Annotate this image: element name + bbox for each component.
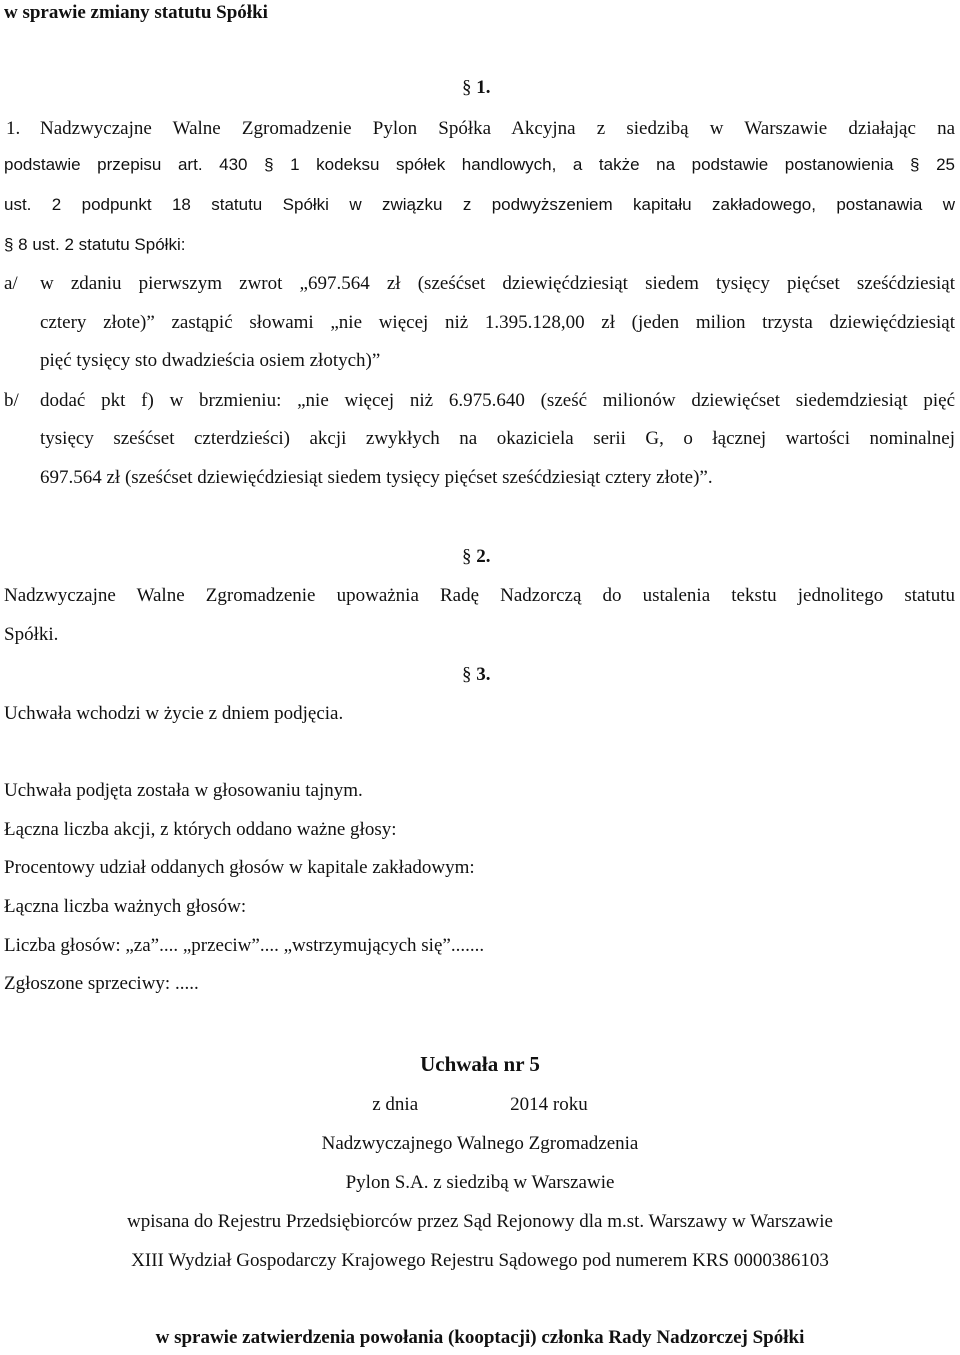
date-year: 2014 roku [510, 1094, 588, 1115]
point-b-line: dodać pkt f) w brzmieniu: „nie więcej niż 6.975.640 (sześć milionów dziewięćset siedemdziesiąt pięć [40, 390, 955, 411]
point-b-line: tysięcy sześćset czterdzieści) akcji zwykłych na okaziciela serii G, o łącznej wartości nominalnej [40, 428, 955, 449]
item-number: 1. [6, 118, 21, 139]
point-a-line: pięć tysięcy sto dwadzieścia osiem złotych)” [40, 350, 381, 371]
paragraph-symbol: § [462, 546, 472, 567]
paragraph-symbol: § [462, 77, 472, 98]
voting-line: Zgłoszone sprzeciwy: ..... [4, 973, 199, 994]
resolution-date [0, 1094, 960, 1116]
resolution-subject: w sprawie zatwierdzenia powołania (kooptacji) członka Rady Nadzorczej Spółki [155, 1327, 805, 1348]
section-1-heading [462, 77, 491, 99]
voting-line: Łączna liczba akcji, z których oddano ważne głosy: [4, 819, 397, 840]
section-3-label: 3. [476, 664, 491, 685]
point-b-line: 697.564 zł (sześćset dziewięćdziesiąt siedem tysięcy pięćset sześćdziesiąt cztery złote)”. [40, 467, 713, 488]
voting-line: Liczba głosów: „za”.... „przeciw”.... „wstrzymujących się”....... [4, 935, 485, 956]
section-3-heading [462, 664, 491, 686]
section-2-line: Nadzwyczajne Walne Zgromadzenie upoważnia Radę Nadzorczą do ustalenia tekstu jednolitego statutu [4, 585, 955, 606]
voting-line: Procentowy udział oddanych głosów w kapitale zakładowym: [4, 857, 475, 878]
point-a-line: w zdaniu pierwszym zwrot „697.564 zł (sześćset dziewięćdziesiąt siedem tysięcy pięćset sześćdziesiąt [40, 273, 955, 294]
resolution-title: Uchwała nr 5 [420, 1052, 540, 1076]
resolution-line: Pylon S.A. z siedzibą w Warszawie [345, 1172, 615, 1193]
voting-line: Uchwała podjęta została w głosowaniu tajnym. [4, 780, 363, 801]
section-3-text: Uchwała wchodzi w życie z dniem podjęcia. [4, 703, 344, 724]
header-title: w sprawie zmiany statutu Spółki [4, 2, 268, 23]
section-1-line: podstawie przepisu art. 430 § 1 kodeksu spółek handlowych, a także na podstawie postanowienia § 25 [4, 155, 955, 174]
resolution-line: XIII Wydział Gospodarczy Krajowego Rejestru Sądowego pod numerem KRS 0000386103 [131, 1250, 829, 1271]
section-1-line: ust. 2 podpunkt 18 statutu Spółki w związku z podwyższeniem kapitału zakładowego, postanawia w [4, 195, 955, 214]
section-2-heading [462, 546, 491, 568]
date-prefix: z dnia [372, 1094, 419, 1115]
point-b-label: b/ [4, 390, 19, 411]
paragraph-symbol: § [462, 664, 472, 685]
section-1-label: 1. [476, 77, 491, 98]
section-1-line: Nadzwyczajne Walne Zgromadzenie Pylon Spółka Akcyjna z siedzibą w Warszawie działając na [40, 118, 955, 139]
resolution-line: wpisana do Rejestru Przedsiębiorców przez Sąd Rejonowy dla m.st. Warszawy w Warszawie [127, 1211, 833, 1232]
point-a-line: cztery złote)” zastąpić słowami „nie więcej niż 1.395.128,00 zł (jeden milion trzysta dziewięćdziesiąt [40, 312, 955, 333]
voting-line: Łączna liczba ważnych głosów: [4, 896, 247, 917]
section-1-line: § 8 ust. 2 statutu Spółki: [4, 235, 186, 254]
section-2-line: Spółki. [4, 624, 59, 645]
point-a-label: a/ [4, 273, 18, 294]
section-2-label: 2. [476, 546, 491, 567]
resolution-line: Nadzwyczajnego Walnego Zgromadzenia [321, 1133, 639, 1154]
